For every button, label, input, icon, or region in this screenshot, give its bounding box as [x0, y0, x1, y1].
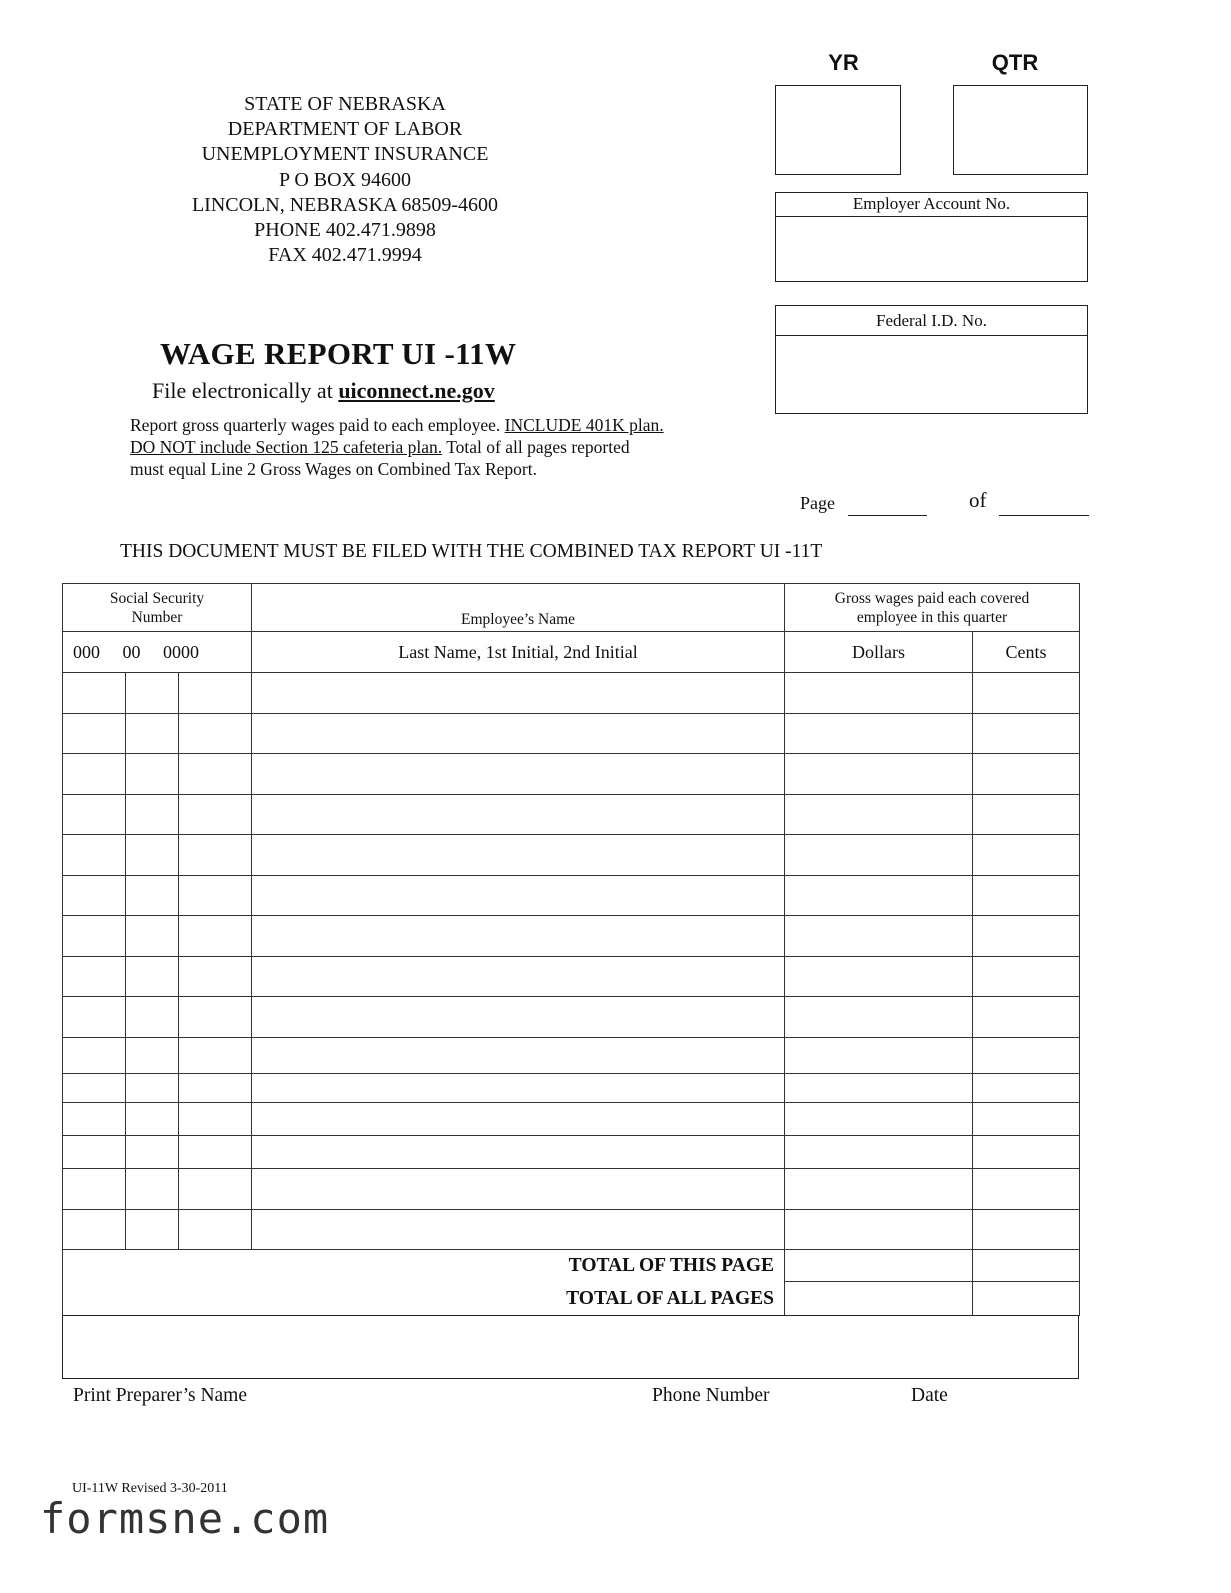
- employee-name-cell[interactable]: [252, 1210, 785, 1250]
- ssn-header: [63, 584, 252, 632]
- ssn-group-cell[interactable]: [126, 714, 179, 754]
- agency-state: STATE OF NEBRASKA: [244, 93, 446, 115]
- page-label: Page: [800, 493, 835, 513]
- ssn-area-cell[interactable]: [63, 1169, 126, 1210]
- watermark: formsne.com: [40, 1494, 330, 1543]
- ssn-serial-cell[interactable]: [179, 1074, 252, 1103]
- wages-dollars-cell[interactable]: [785, 1136, 973, 1169]
- total-this-page-label: TOTAL OF THIS PAGE: [252, 1250, 785, 1282]
- ssn-area-cell[interactable]: [63, 957, 126, 997]
- employee-name-cell[interactable]: [252, 1136, 785, 1169]
- date-label: Date: [911, 1385, 948, 1406]
- total-all-pages-row: [63, 1282, 1080, 1316]
- agency-fax: FAX 402.471.9994: [268, 244, 422, 267]
- ssn-area-cell[interactable]: [63, 1038, 126, 1074]
- name-format: Last Name, 1st Initial, 2nd Initial: [252, 632, 785, 673]
- ssn-group-cell[interactable]: [126, 876, 179, 916]
- ssn-area-cell[interactable]: [63, 673, 126, 714]
- ssn-area-cell[interactable]: [63, 1074, 126, 1103]
- qtr-field[interactable]: [953, 85, 1088, 175]
- wages-cents-cell[interactable]: [973, 1103, 1080, 1136]
- wages-dollars-cell[interactable]: [785, 916, 973, 957]
- ssn-serial-cell[interactable]: [179, 916, 252, 957]
- ssn-area-cell[interactable]: [63, 754, 126, 795]
- uiconnect-link[interactable]: uiconnect.ne.gov: [338, 378, 495, 403]
- wages-cents-cell[interactable]: [973, 1169, 1080, 1210]
- federal-id-field[interactable]: [776, 336, 1087, 413]
- ssn-area-cell[interactable]: [63, 835, 126, 876]
- table-header-row: [63, 584, 1080, 632]
- table-row: [63, 1136, 1080, 1169]
- ssn-group-cell[interactable]: [126, 754, 179, 795]
- employee-name-cell[interactable]: [252, 1038, 785, 1074]
- ssn-group-cell[interactable]: [126, 1038, 179, 1074]
- wages-dollars-cell[interactable]: [785, 997, 973, 1038]
- table-row: [63, 1103, 1080, 1136]
- cents-header: Cents: [973, 632, 1080, 673]
- ssn-serial-cell[interactable]: [179, 1210, 252, 1250]
- yr-field[interactable]: [775, 85, 901, 175]
- instr-line1b: INCLUDE 401K plan.: [504, 415, 664, 435]
- ssn-serial-cell[interactable]: [179, 714, 252, 754]
- dollars-header: Dollars: [785, 632, 973, 673]
- table-row: [63, 957, 1080, 997]
- wages-cents-cell[interactable]: [973, 673, 1080, 714]
- wages-dollars-cell[interactable]: [785, 714, 973, 754]
- wages-dollars-cell[interactable]: [785, 1103, 973, 1136]
- wages-cents-cell[interactable]: [973, 957, 1080, 997]
- ssn-serial-cell[interactable]: [179, 754, 252, 795]
- table-subheader-row: [63, 632, 1080, 673]
- ssn-area-cell[interactable]: [63, 1136, 126, 1169]
- wages-header: [785, 584, 1080, 632]
- wages-dollars-cell[interactable]: [785, 1169, 973, 1210]
- employee-name-cell[interactable]: [252, 673, 785, 714]
- table-row: [63, 1210, 1080, 1250]
- agency-address-block: [150, 92, 540, 268]
- wages-cents-cell[interactable]: [973, 835, 1080, 876]
- wages-cents-cell[interactable]: [973, 876, 1080, 916]
- revision-note: UI-11W Revised 3-30-2011: [72, 1481, 228, 1496]
- employee-name-cell[interactable]: [252, 916, 785, 957]
- form-title: WAGE REPORT UI -11W: [160, 336, 517, 371]
- wages-cents-cell[interactable]: [973, 916, 1080, 957]
- wages-dollars-cell[interactable]: [785, 795, 973, 835]
- total-this-page-row: [63, 1250, 1080, 1282]
- ssn-group-cell[interactable]: [126, 957, 179, 997]
- ssn-serial-cell[interactable]: [179, 835, 252, 876]
- employee-name-cell[interactable]: [252, 714, 785, 754]
- phone-number-label: Phone Number: [652, 1385, 770, 1406]
- ssn-group-cell[interactable]: [126, 1103, 179, 1136]
- employer-account-box: [775, 192, 1088, 282]
- ssn-group-cell[interactable]: [126, 795, 179, 835]
- instr-line1a: Report gross quarterly wages paid to each employee.: [130, 415, 505, 435]
- table-row: [63, 1169, 1080, 1210]
- ssn-format: [63, 632, 252, 673]
- ssn-group-cell[interactable]: [126, 1074, 179, 1103]
- ssn-group-cell[interactable]: [126, 1169, 179, 1210]
- preparer-signature-box[interactable]: [62, 1315, 1079, 1379]
- employee-name-cell[interactable]: [252, 1074, 785, 1103]
- wages-cents-cell[interactable]: [973, 1210, 1080, 1250]
- total-all-pages-cents[interactable]: [973, 1282, 1080, 1316]
- table-row: [63, 754, 1080, 795]
- ssn-group-cell[interactable]: [126, 835, 179, 876]
- agency-division: UNEMPLOYMENT INSURANCE: [201, 143, 489, 166]
- ssn-area-cell[interactable]: [63, 1210, 126, 1250]
- wages-header-line2: employee in this quarter: [856, 608, 1008, 626]
- agency-department: DEPARTMENT OF LABOR: [227, 118, 463, 141]
- employee-name-cell[interactable]: [252, 997, 785, 1038]
- ssn-serial-cell[interactable]: [179, 1169, 252, 1210]
- total-all-pages-dollars[interactable]: [785, 1282, 973, 1316]
- ssn-serial-cell[interactable]: [179, 957, 252, 997]
- employee-name-cell[interactable]: [252, 795, 785, 835]
- table-row: [63, 714, 1080, 754]
- page-total-field[interactable]: [999, 497, 1089, 516]
- wages-dollars-cell[interactable]: [785, 876, 973, 916]
- qtr-label: QTR: [991, 50, 1039, 75]
- wages-dollars-cell[interactable]: [785, 1074, 973, 1103]
- yr-label: YR: [828, 50, 859, 75]
- ssn-serial-cell[interactable]: [179, 1136, 252, 1169]
- ssn-area-cell[interactable]: [63, 876, 126, 916]
- agency-po-box: P O BOX 94600: [278, 168, 412, 191]
- wages-header-line1: Gross wages paid each covered: [834, 589, 1030, 607]
- wages-cents-cell[interactable]: [973, 1074, 1080, 1103]
- table-row: [63, 916, 1080, 957]
- ssn-group-cell[interactable]: [126, 1136, 179, 1169]
- wages-dollars-cell[interactable]: [785, 1038, 973, 1074]
- wages-cents-cell[interactable]: [973, 997, 1080, 1038]
- wage-table: [62, 583, 1080, 1316]
- wages-dollars-cell[interactable]: [785, 673, 973, 714]
- wages-dollars-cell[interactable]: [785, 957, 973, 997]
- ssn-serial-cell[interactable]: [179, 1103, 252, 1136]
- ssn-group-cell[interactable]: [126, 997, 179, 1038]
- federal-id-box: [775, 305, 1088, 414]
- preparer-name-label: Print Preparer’s Name: [73, 1385, 248, 1406]
- wages-dollars-cell[interactable]: [785, 754, 973, 795]
- employee-name-cell[interactable]: [252, 1169, 785, 1210]
- instructions: [130, 414, 730, 480]
- employee-name-cell[interactable]: [252, 957, 785, 997]
- table-row: [63, 1074, 1080, 1103]
- must-file-notice: THIS DOCUMENT MUST BE FILED WITH THE COMBINED TAX REPORT UI -11T: [120, 541, 823, 562]
- total-this-page-dollars[interactable]: [785, 1250, 973, 1282]
- ssn-area-cell[interactable]: [63, 997, 126, 1038]
- page-number-field[interactable]: [848, 497, 927, 516]
- wages-dollars-cell[interactable]: [785, 835, 973, 876]
- wages-cents-cell[interactable]: [973, 754, 1080, 795]
- agency-city: LINCOLN, NEBRASKA 68509-4600: [191, 193, 499, 216]
- table-row: [63, 997, 1080, 1038]
- ssn-group-cell[interactable]: [126, 673, 179, 714]
- ssn-header-line2: Number: [131, 608, 183, 626]
- table-row: [63, 795, 1080, 835]
- ssn-area-cell[interactable]: [63, 916, 126, 957]
- table-row: [63, 1038, 1080, 1074]
- ssn-header-line1: Social Security: [109, 589, 205, 607]
- ssn-format-serial: 0000: [163, 641, 199, 662]
- federal-id-label: Federal I.D. No.: [776, 306, 1087, 336]
- ssn-serial-cell[interactable]: [179, 876, 252, 916]
- wages-cents-cell[interactable]: [973, 1136, 1080, 1169]
- table-row: [63, 876, 1080, 916]
- ssn-format-area: 000: [73, 641, 100, 662]
- name-header: Employee’s Name: [252, 584, 785, 632]
- file-electronically-text: File electronically at: [152, 378, 339, 403]
- ssn-serial-cell[interactable]: [179, 795, 252, 835]
- ssn-format-group: 00: [122, 641, 141, 662]
- wages-cents-cell[interactable]: [973, 795, 1080, 835]
- agency-phone: PHONE 402.471.9898: [254, 219, 436, 242]
- ssn-serial-cell[interactable]: [179, 997, 252, 1038]
- total-all-pages-label: TOTAL OF ALL PAGES: [252, 1282, 785, 1316]
- ssn-area-cell[interactable]: [63, 714, 126, 754]
- file-electronically-line: [152, 378, 495, 404]
- wages-dollars-cell[interactable]: [785, 1210, 973, 1250]
- instr-line3: must equal Line 2 Gross Wages on Combined Tax Report.: [130, 459, 537, 479]
- ssn-serial-cell[interactable]: [179, 1038, 252, 1074]
- employee-name-cell[interactable]: [252, 835, 785, 876]
- ssn-group-cell[interactable]: [126, 1210, 179, 1250]
- of-label: of: [969, 488, 987, 512]
- ssn-group-cell[interactable]: [126, 916, 179, 957]
- total-this-page-cents[interactable]: [973, 1250, 1080, 1282]
- wages-cents-cell[interactable]: [973, 714, 1080, 754]
- employer-account-field[interactable]: [776, 217, 1087, 281]
- ssn-serial-cell[interactable]: [179, 673, 252, 714]
- employee-name-cell[interactable]: [252, 754, 785, 795]
- employee-name-cell[interactable]: [252, 876, 785, 916]
- wages-cents-cell[interactable]: [973, 1038, 1080, 1074]
- employer-account-label: Employer Account No.: [776, 193, 1087, 217]
- ssn-area-cell[interactable]: [63, 795, 126, 835]
- table-row: [63, 673, 1080, 714]
- instr-line2b: Total of all pages reported: [442, 437, 630, 457]
- instr-line2a: DO NOT include Section 125 cafeteria plan.: [130, 437, 443, 457]
- ssn-area-cell[interactable]: [63, 1103, 126, 1136]
- table-row: [63, 835, 1080, 876]
- employee-name-cell[interactable]: [252, 1103, 785, 1136]
